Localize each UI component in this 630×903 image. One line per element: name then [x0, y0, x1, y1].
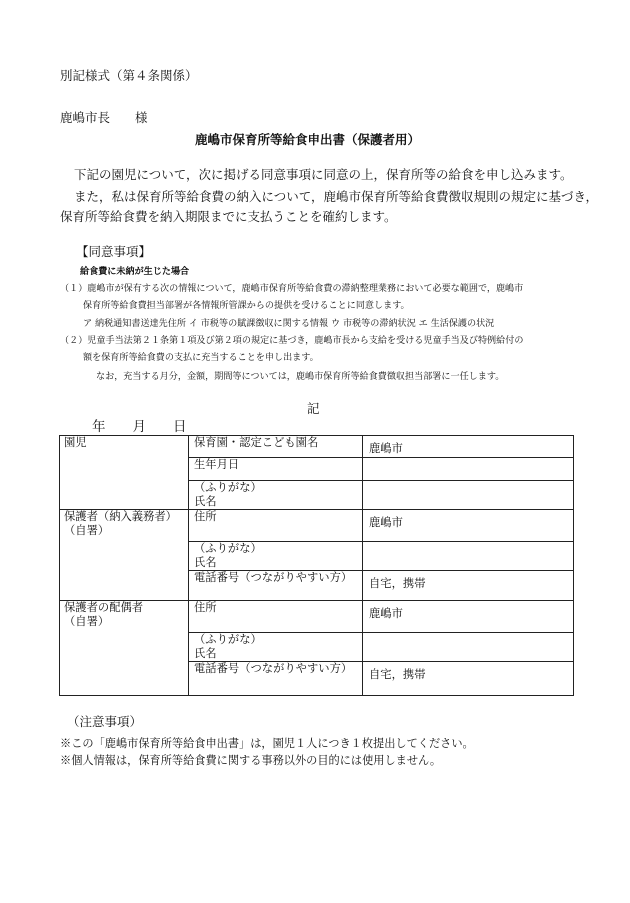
spouse-address-label: 住所 — [189, 601, 363, 633]
consent-heading: 【同意事項】 — [76, 244, 152, 259]
spouse-address-value[interactable]: 鹿嶋市 — [363, 601, 574, 633]
guardian-furigana-label: （ふりがな） — [194, 542, 262, 555]
consent-item2-line1: （２）児童手当法第２１条第１項及び第２項の規定に基づき，鹿嶋市長から支給を受ける児童手当及び特例給付の — [60, 336, 524, 346]
child-furigana-label: （ふりがな） — [194, 481, 262, 494]
intro-line-1: 下記の園児について，次に掲げる同意事項に同意の上，保育所等の給食を申し込みます。 — [74, 167, 573, 182]
consent-item2-line3: なお，充当する月分，金額，期間等については，鹿嶋市保育所等給食費徴収担当部署に一任します。 — [96, 372, 505, 382]
guardian-sign-note: （自署） — [64, 524, 110, 537]
spouse-name-label-cell — [189, 633, 363, 662]
note-item-2: ※個人情報は，保育所等給食費に関する事務以外の目的には使用しません。 — [60, 754, 442, 767]
ki-label: 記 — [307, 401, 320, 416]
consent-item1-line3: ア 納税通知書送達先住所 イ 市税等の賦課徴収に関する情報 ウ 市税等の滞納状況 エ 生活保護の状況 — [83, 319, 495, 329]
guardian-name-label-cell — [189, 542, 363, 571]
spouse-phone-value[interactable]: 自宅，携帯 — [363, 662, 574, 696]
date-line: 年 月 日 — [92, 419, 187, 435]
child-birth-label: 生年月日 — [189, 458, 363, 481]
child-name-label: 氏名 — [194, 495, 217, 508]
intro-line-2: また，私は保育所等給食費の納入について，鹿嶋市保育所等給食費徴収規則の規定に基づき， — [74, 189, 599, 204]
child-label: 園児 — [64, 436, 87, 449]
spouse-name-label: 氏名 — [194, 647, 217, 660]
guardian-name-label: 氏名 — [194, 556, 217, 569]
child-school-label: 保育園・認定こども園名 — [189, 436, 363, 458]
child-birth-value[interactable] — [363, 458, 574, 481]
addressee: 鹿嶋市長 様 — [60, 110, 148, 125]
guardian-address-value[interactable]: 鹿嶋市 — [363, 510, 574, 542]
guardian-section-cell — [60, 510, 189, 601]
spouse-phone-label: 電話番号（つながりやすい方） — [189, 662, 363, 696]
consent-item1-line1: （１）鹿嶋市が保有する次の情報について，鹿嶋市保育所等給食費の滞納整理業務において必要な範囲で，鹿嶋市 — [60, 284, 524, 294]
spouse-sign-note: （自署） — [64, 615, 110, 628]
spouse-section-cell — [60, 601, 189, 696]
guardian-phone-value[interactable]: 自宅，携帯 — [363, 571, 574, 601]
spouse-name-value[interactable] — [363, 633, 574, 662]
consent-item1-line2: 保育所等給食費担当部署が各情報所管課からの提供を受けることに同意します。 — [83, 301, 410, 311]
note-item-1: ※この「鹿嶋市保育所等給食申出書」は，園児１人につき１枚提出してください。 — [60, 737, 474, 750]
consent-item2-line2: 額を保育所等給食費の支払に充当することを申し出ます。 — [83, 353, 319, 363]
form-number: 別記様式（第４条関係） — [60, 68, 198, 83]
child-name-label-cell — [189, 481, 363, 510]
spouse-furigana-label: （ふりがな） — [194, 633, 262, 646]
guardian-label: 保護者（納入義務者） — [64, 510, 177, 523]
child-school-value[interactable]: 鹿嶋市 — [363, 436, 574, 458]
child-section-cell — [60, 436, 189, 510]
guardian-phone-label: 電話番号（つながりやすい方） — [189, 571, 363, 601]
consent-subheading: 給食費に未納が生じた場合 — [80, 266, 190, 277]
notes-heading: （注意事項） — [67, 714, 143, 729]
application-table — [59, 435, 574, 696]
intro-line-3: 保育所等給食費を納入期限までに支払うことを確約します。 — [60, 209, 397, 224]
guardian-address-label: 住所 — [189, 510, 363, 542]
child-name-value[interactable] — [363, 481, 574, 510]
guardian-name-value[interactable] — [363, 542, 574, 571]
document-title: 鹿嶋市保育所等給食申出書（保護者用） — [195, 132, 421, 147]
spouse-label: 保護者の配偶者 — [64, 601, 144, 614]
